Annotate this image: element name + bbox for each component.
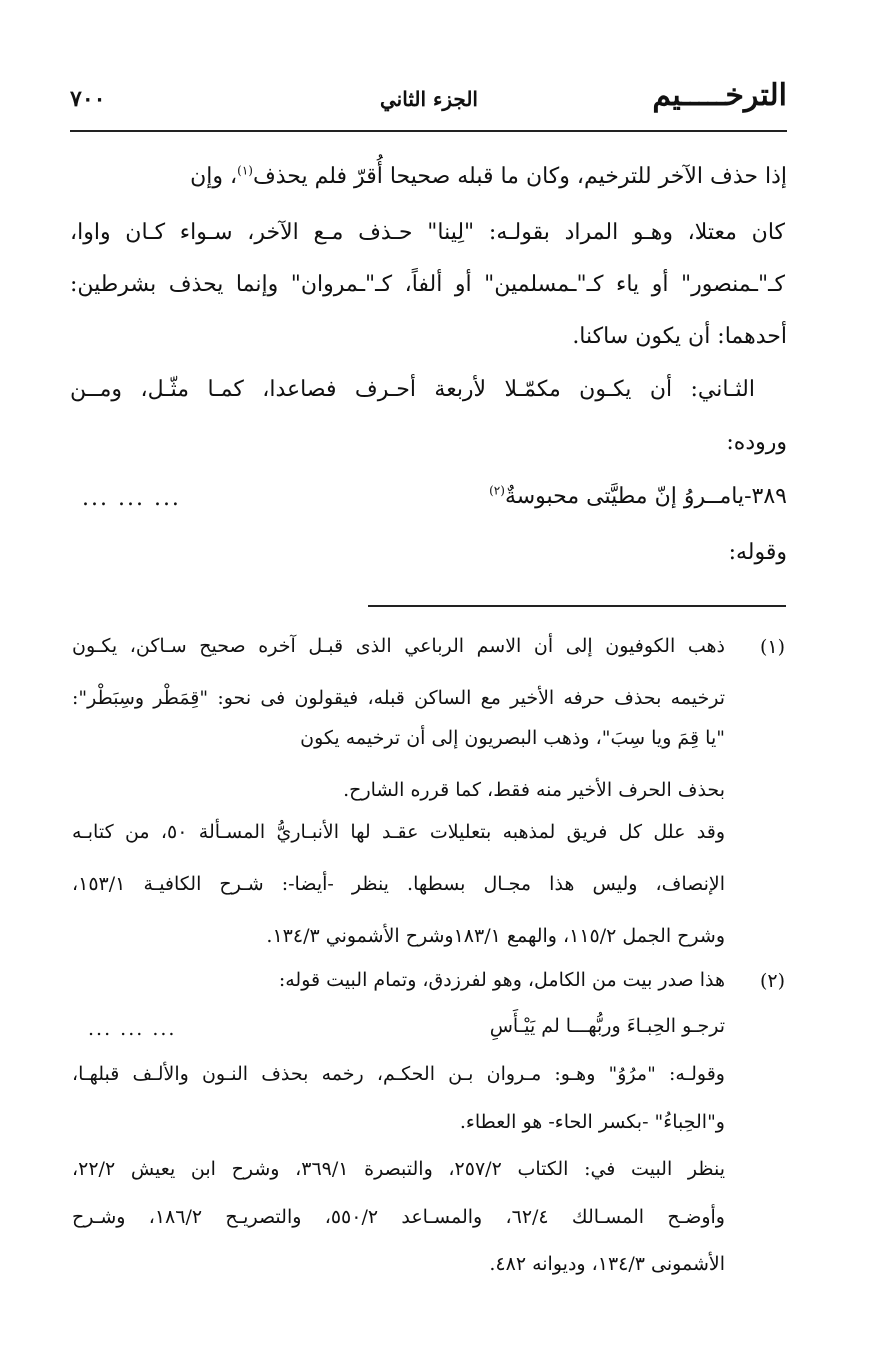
body-line-2: كان معتلا، وهـو المراد بقولـه: "لِينا" حـذف مـع الآخر، سـواء كـان واوا، <box>70 220 785 245</box>
footnote-1-line-5: وقد علل كل فريق لمذهبه بتعليلات عقـد لها الأنبـاريُّ المسـألة ٥٠، من كتابـه <box>72 821 725 843</box>
footnote-1-line-2: ترخيمه بحذف حرفه الأخير مع الساكن قبله، فيقولون فى نحو: "قِمَطْر وسِبَطْر": <box>72 687 725 709</box>
footnote-1-line-1: ذهب الكوفيون إلى أن الاسم الرباعي الذى قبـل آخره صحيح سـاكن، يكـون <box>72 635 725 657</box>
header-rule <box>70 130 787 132</box>
footnote-2-verse-ellipsis: ... ... ... <box>88 1018 177 1040</box>
body-line-8: وقوله: <box>728 540 787 565</box>
footnote-2-line-5: ينظر البيت في: الكتاب ٢٥٧/٢، والتبصرة ٣٦٩/١، وشرح ابن يعيش ٢٢/٢، <box>72 1158 725 1180</box>
body-line-1: إذا حذف الآخر للترخيم، وكان ما قبله صحيحا أُقرّ فلم يحذف$^{(١)}$، وإن <box>190 163 787 189</box>
footnote-1-line-6: الإنصاف، وليس هذا مجـال بسطها. ينظر -أيضا-: شـرح الكافيـة ١٥٣/١، <box>72 873 725 895</box>
footnote-1-line-7: وشرح الجمل ١١٥/٢، والهمع ١٨٣/١وشرح الأشموني ١٣٤/٣. <box>266 925 725 947</box>
chapter-title: الترخـــــيم <box>652 78 787 113</box>
page-number: ٧٠٠ <box>70 86 106 112</box>
verse-ellipsis: ... ... ... <box>82 486 181 511</box>
footnote-2-line-3: وقولـه: "مرُوُ" وهـو: مـروان بـن الحكـم، رخمه بحذف النـون والألـف قبلهـا، <box>72 1063 725 1085</box>
body-line-4: أحدهما: أن يكون ساكنا. <box>572 324 787 349</box>
footnote-2-number: (٢) <box>759 970 785 992</box>
footnote-2-line-6: وأوضـح المسـالك ٦٢/٤، والمسـاعد ٥٥٠/٢، والتصريـح ١٨٦/٢، وشـرح <box>72 1206 725 1228</box>
running-header <box>70 78 787 128</box>
part-label: الجزء الثاني <box>380 87 478 111</box>
footnote-ref-1: (١) <box>237 163 253 178</box>
footnote-ref-2: (٢) <box>489 483 505 498</box>
verse-line: ٣٨٩-يامــروُ إنّ مطيَّتى محبوسةٌ$^{(٢)}$ <box>489 483 787 509</box>
footnote-1-line-3: "يا قِمَ ويا سِبَ"، وذهب البصريون إلى أن ترخيمه يكون <box>300 727 725 749</box>
footnote-2-verse: ترجـو الحِبـاءَ وربُّهـــا لم يَيْـأَسِ <box>489 1015 725 1037</box>
footnote-1-line-4: بحذف الحرف الأخير منه فقط، كما قرره الشارح. <box>343 779 725 801</box>
footnote-2-line-4: و"الحِباءُ" -بكسر الحاء- هو العطاء. <box>459 1111 725 1133</box>
footnote-rule <box>368 605 786 607</box>
body-line-6: وروده: <box>726 430 787 455</box>
body-line-3: كـ"ـمنصور" أو ياء كـ"ـمسلمين" أو ألفاً، كـ"ـمروان" وإنما يحذف بشرطين: <box>70 272 785 297</box>
footnote-1-number: (١) <box>759 636 785 658</box>
footnote-2-line-1: هذا صدر بيت من الكامل، وهو لفرزدق، وتمام البيت قوله: <box>278 969 725 991</box>
body-line-5: الثـاني: أن يكـون مكمّـلا لأربعة أحـرف فصاعدا، كمـا مثّـل، ومــن <box>70 377 755 402</box>
footnote-2-line-7: الأشمونى ١٣٤/٣، وديوانه ٤٨٢. <box>489 1253 725 1275</box>
